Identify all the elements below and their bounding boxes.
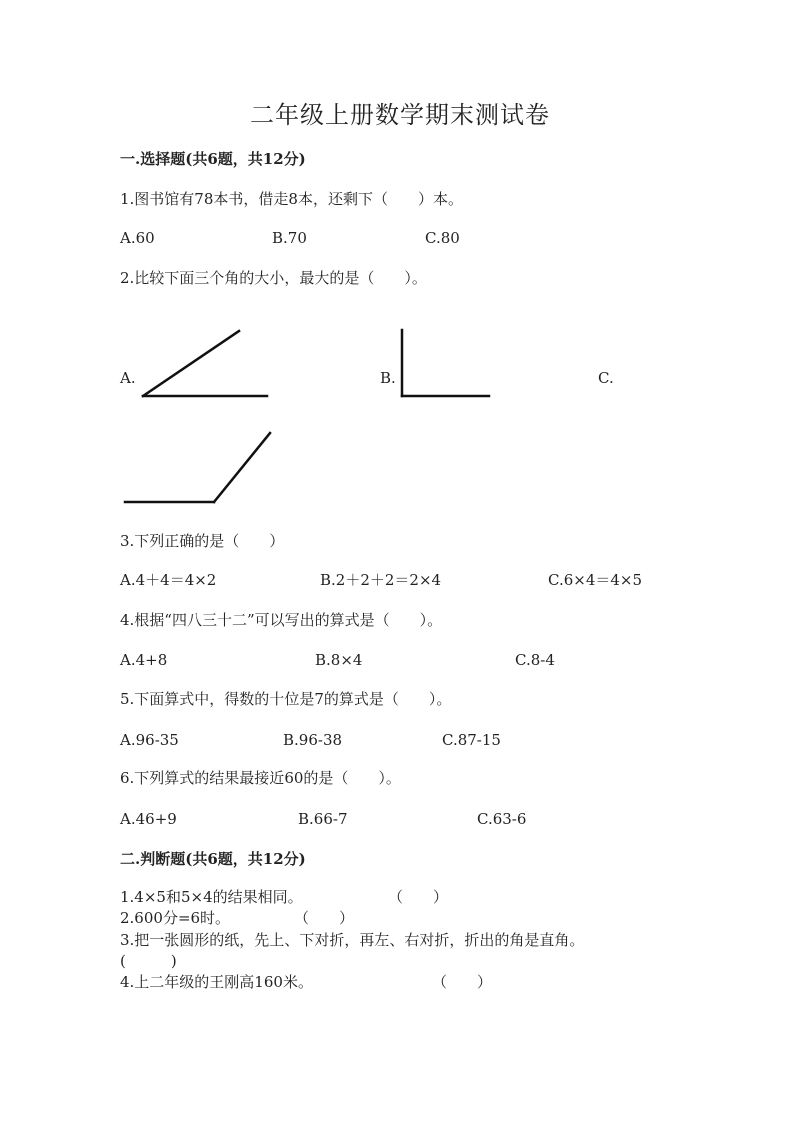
question-1-option-a[interactable]: A.60: [120, 229, 155, 247]
question-4-option-a[interactable]: A.4+8: [120, 651, 168, 669]
angle-c-figure: [118, 426, 278, 508]
question-1-stem: 1.图书馆有78本书，借走8本，还剩下（ ）本。: [120, 190, 463, 208]
question-2-option-b[interactable]: B.: [380, 369, 396, 387]
angle-b-figure: [395, 322, 495, 404]
question-3-option-b[interactable]: B.2＋2＋2＝2×4: [320, 571, 442, 589]
judgement-4-text: 4.上二年级的王刚高160米。: [120, 973, 313, 991]
question-6-option-a[interactable]: A.46+9: [120, 810, 177, 828]
question-3-option-c[interactable]: C.6×4＝4×5: [548, 571, 643, 589]
judgement-3-answer-blank[interactable]: ( ): [120, 952, 177, 970]
judgement-1-answer-blank[interactable]: （ ）: [388, 888, 449, 906]
judgement-3-text: 3.把一张圆形的纸，先上、下对折，再左、右对折，折出的角是直角。: [120, 931, 585, 949]
judgement-4-answer-blank[interactable]: （ ）: [432, 973, 493, 991]
judgement-2-text: 2.600分=6时。: [120, 909, 231, 927]
question-1-option-b[interactable]: B.70: [272, 229, 307, 247]
question-4-stem: 4.根据“四八三十二”可以写出的算式是（ ）。: [120, 611, 443, 629]
question-5-option-c[interactable]: C.87-15: [442, 731, 501, 749]
question-1-option-c[interactable]: C.80: [425, 229, 460, 247]
question-6-stem: 6.下列算式的结果最接近60的是（ ）。: [120, 769, 401, 787]
question-2-option-a[interactable]: A.: [120, 369, 136, 387]
question-5-stem: 5.下面算式中，得数的十位是7的算式是（ ）。: [120, 690, 452, 708]
question-3-option-a[interactable]: A.4＋4＝4×2: [120, 571, 217, 589]
question-4-option-c[interactable]: C.8-4: [515, 651, 555, 669]
question-5-option-b[interactable]: B.96-38: [283, 731, 343, 749]
section-heading-choice: 一.选择题(共6题，共12分): [120, 150, 306, 168]
question-6-option-c[interactable]: C.63-6: [477, 810, 527, 828]
page-title: 二年级上册数学期末测试卷: [250, 101, 550, 129]
question-2-option-c[interactable]: C.: [598, 369, 614, 387]
section-heading-judgement: 二.判断题(共6题，共12分): [120, 850, 306, 868]
question-4-option-b[interactable]: B.8×4: [315, 651, 363, 669]
question-2-stem: 2.比较下面三个角的大小，最大的是（ ）。: [120, 269, 427, 287]
judgement-2-answer-blank[interactable]: （ ）: [294, 909, 355, 927]
question-3-stem: 3.下列正确的是（ ）: [120, 532, 285, 550]
question-6-option-b[interactable]: B.66-7: [298, 810, 348, 828]
question-5-option-a[interactable]: A.96-35: [120, 731, 179, 749]
angle-a-figure: [135, 322, 275, 404]
judgement-1-text: 1.4×5和5×4的结果相同。: [120, 888, 303, 906]
